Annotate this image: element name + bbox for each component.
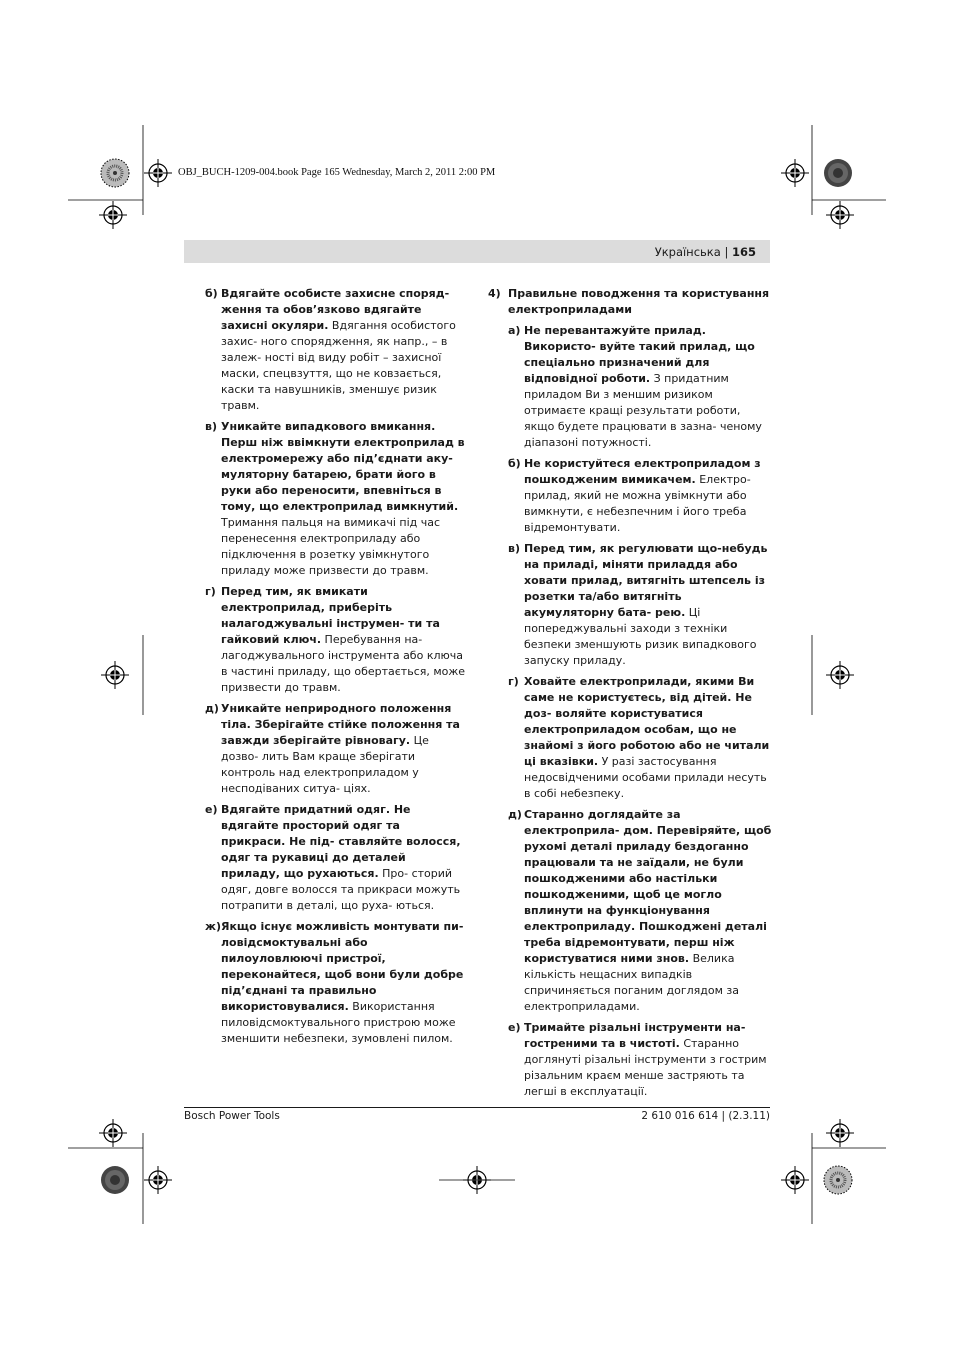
- item-text: Тримання пальця на вимикачі під час перенесення електроприладу або підключення в розетку увімкнутого приладу може призвести до травм.: [221, 516, 441, 577]
- list-item: [508, 807, 772, 1015]
- item-label: г): [508, 675, 519, 688]
- item-label: ж): [205, 920, 221, 933]
- item-label: б): [508, 457, 521, 470]
- left-column: [205, 286, 467, 1052]
- item-label: е): [508, 1021, 521, 1034]
- header-separator: |: [724, 245, 729, 259]
- item-bold-text: Уникайте випадкового вмикання. Перш ніж ввімкнути електроприлад в електромережу або під’єднати аку- муляторну батарею, брати його в руки або переносити, впевніться в тому, що електроприлад вимкнутий.: [221, 420, 465, 513]
- item-bold-text: Не користуйтеся електроприладом з пошкодженим вимикачем.: [524, 457, 761, 486]
- item-label: г): [205, 585, 216, 598]
- item-bold-text: Перед тим, як регулювати що-небудь на приладі, міняти приладдя або ховати прилад, витягніть штепсель із розетки та/або витягніть акумуляторну бата- рею.: [524, 542, 768, 619]
- header-language: Українська: [654, 245, 721, 259]
- item-bold-text: Уникайте неприродного положення тіла. Зберігайте стійке положення та завжди зберігайте рівновагу.: [221, 702, 460, 747]
- list-item: [205, 286, 467, 414]
- item-bold-text: Старанно доглядайте за електроприла- дом. Перевіряйте, щоб рухомі деталі приладу бездоганно працювали та не заїдали, не були пошкодженими або настільки пошкодженими, щоб це могло вплинути на функціонування електроприладу. Пошкоджені деталі треба відремонтувати, перш ніж користуватися ними знов.: [524, 808, 772, 965]
- footer-brand: Bosch Power Tools: [184, 1110, 280, 1122]
- right-column: [488, 286, 772, 1105]
- print-info: OBJ_BUCH-1209-004.book Page 165 Wednesday, March 2, 2011 2:00 PM: [178, 167, 496, 178]
- item-text: Вдягання особистого захис- ного спорядження, як напр., – в залеж- ності від виду робіт – захисної маски, спецвзуття, що не ковзається, каски та навушників, зменшує ризик травм.: [221, 319, 456, 412]
- list-item: [508, 1020, 772, 1100]
- item-label: в): [508, 542, 520, 555]
- item-label: е): [205, 803, 218, 816]
- item-label: б): [205, 287, 218, 300]
- page-header: [184, 240, 770, 263]
- item-text: З придатним приладом Ви з меншим ризиком отримаєте кращі результати роботи, якщо будете працювати в зазна- ченому діапазоні потужності.: [524, 372, 762, 449]
- item-bold-text: Якщо існує можливість монтувати пи- ловідсмоктувальні або пилоуловлюючі пристрої, переконайтеся, щоб вони були добре під’єднані та правильно використовувалися.: [221, 920, 464, 1013]
- list-item: [508, 323, 772, 451]
- list-item: [205, 919, 467, 1047]
- item-bold-text: Тримайте різальні інструменти на- гостреними та в чистоті.: [524, 1021, 746, 1050]
- list-item: [205, 584, 467, 696]
- section-label: 4): [488, 287, 501, 300]
- item-text: Це дозво- лить Вам краще зберігати контроль над електроприладом у несподіваних ситуа- ціях.: [221, 734, 429, 795]
- item-bold-text: Вдягайте придатний одяг. Не вдягайте просторий одяг та прикраси. Не під- ставляйте волосся, одяг та рукавиці до деталей приладу, що рухаються.: [221, 803, 461, 880]
- item-bold-text: Не перевантажуйте прилад. Використо- вуйте такий прилад, що спеціально призначений для відповідної роботи.: [524, 324, 755, 385]
- item-text: Велика кількість нещасних випадків спричиняється поганим доглядом за електроприладами.: [524, 952, 739, 1013]
- list-item: [205, 701, 467, 797]
- item-label: в): [205, 420, 217, 433]
- item-text: У разі застосування недосвідченими особами прилади несуть в собі небезпеку.: [524, 755, 767, 800]
- item-text: Старанно доглянуті різальні інструменти з гострим різальним краєм менше застряють та легші в експлуатації.: [524, 1037, 767, 1098]
- item-bold-text: Вдягайте особисте захисне споряд- ження та обов’язково вдягайте захисні окуляри.: [221, 287, 450, 332]
- item-label: д): [205, 702, 219, 715]
- item-label: а): [508, 324, 521, 337]
- item-text: Використання пиловідсмоктувального пристрою може зменшити небезпеки, зумовлені пилом.: [221, 1000, 456, 1045]
- header-text: [655, 245, 756, 259]
- item-bold-text: Перед тим, як вмикати електроприлад, приберіть налагоджувальні інструмен- ти та гайковий ключ.: [221, 585, 440, 646]
- item-text: Ці попереджувальні заходи з техніки безпеки зменшують ризик випадкового запуску приладу.: [524, 606, 757, 667]
- item-text: Про- сторий одяг, довге волосся та прикраси можуть потрапити в деталі, що руха- ються.: [221, 867, 461, 912]
- list-item: [508, 456, 772, 536]
- section-heading: [488, 286, 772, 318]
- list-item: [508, 541, 772, 669]
- item-bold-text: Ховайте електроприлади, якими Ви саме не користуєтесь, від дітей. Не доз- воляйте користуватися електроприладом особам, що не знайомі з його роботою або не читали ці вказівки.: [524, 675, 770, 768]
- footer-doc-number: 2 610 016 614 | (2.3.11): [641, 1110, 770, 1122]
- list-item: [205, 802, 467, 914]
- list-item: [508, 674, 772, 802]
- footer-divider: [184, 1107, 770, 1108]
- item-label: д): [508, 808, 522, 821]
- item-text: Перебування на- лагоджувального інструмента або ключа в частині приладу, що обертається, може призвести до травм.: [221, 633, 466, 694]
- item-text: Електро- прилад, який не можна увімкнути або вимкнути, є небезпечним і його треба відремонтувати.: [524, 473, 751, 534]
- list-item: [205, 419, 467, 579]
- page-number: 165: [731, 245, 756, 259]
- section-title: Правильне поводження та користування електроприладами: [508, 287, 770, 316]
